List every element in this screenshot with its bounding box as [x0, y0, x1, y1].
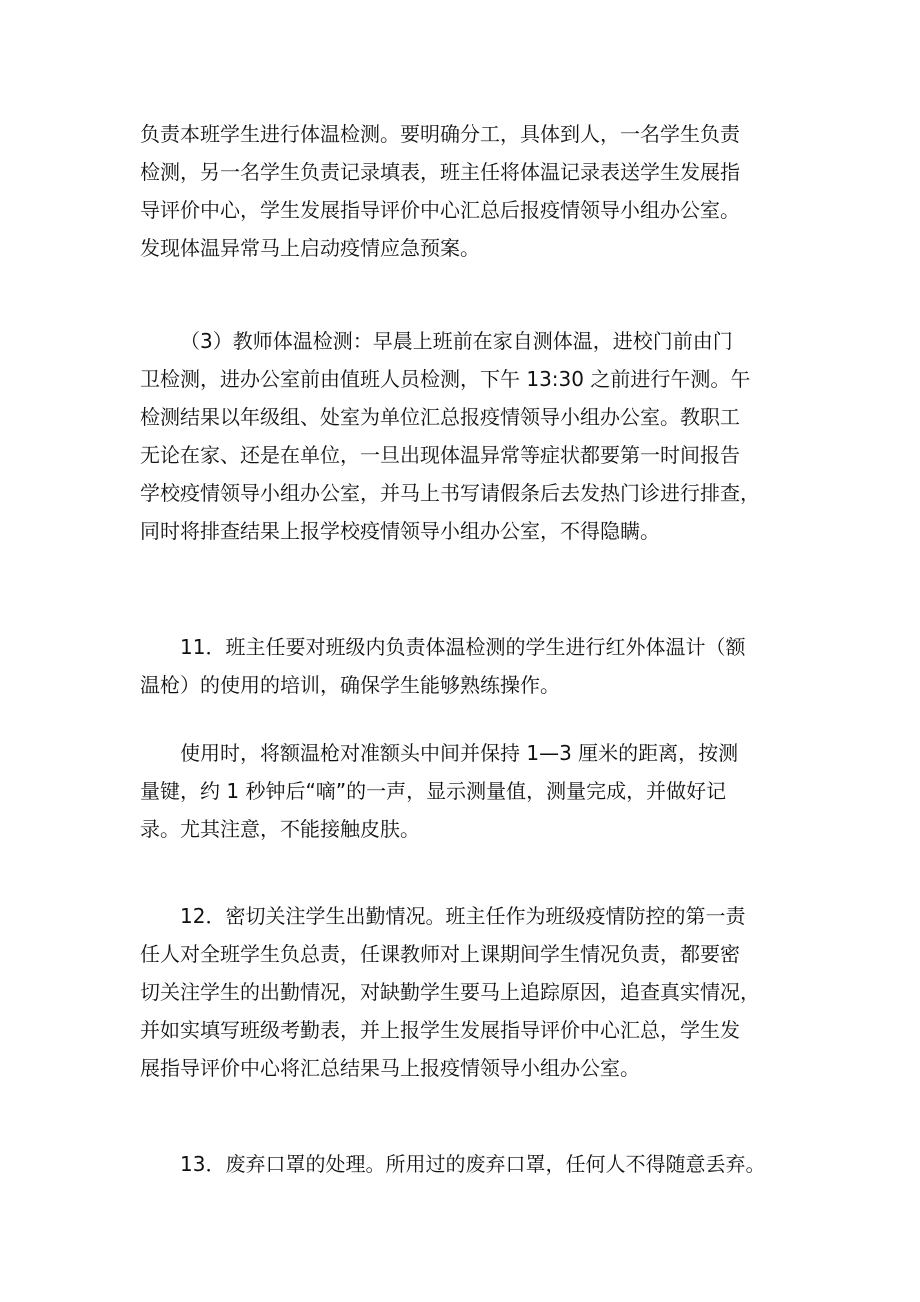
- paragraph-teacher-temperature-check: [140, 322, 790, 550]
- text-line: 学校疫情领导小组办公室，并马上书写请假条后去发热门诊进行排查，: [140, 481, 760, 505]
- text-line: 负责本班学生进行体温检测。要明确分工，具体到人，一名学生负责: [140, 122, 740, 146]
- text-line: 同时将排查结果上报学校疫情领导小组办公室，不得隐瞒。: [140, 519, 660, 543]
- text-line: 检测结果以年级组、处室为单位汇总报疫情领导小组办公室。教职工: [140, 405, 740, 429]
- text-line: 卫检测，进办公室前由值班人员检测，下午 13:30 之前进行午测。午: [140, 367, 751, 391]
- paragraph-usage-instructions: [140, 734, 790, 848]
- text-line: 导评价中心，学生发展指导评价中心汇总后报疫情领导小组办公室。: [140, 198, 740, 222]
- text-line: 并如实填写班级考勤表，并上报学生发展指导评价中心汇总，学生发: [140, 1018, 740, 1042]
- paragraph-student-temperature-check: [140, 115, 790, 267]
- text-line: （3）教师体温检测：早晨上班前在家自测体温，进校门前由门: [180, 329, 733, 353]
- text-line: 切关注学生的出勤情况，对缺勤学生要马上追踪原因，追查真实情况，: [140, 980, 760, 1004]
- text-line: 录。尤其注意，不能接触皮肤。: [140, 817, 420, 841]
- text-line: 12．密切关注学生出勤情况。班主任作为班级疫情防控的第一责: [180, 904, 746, 928]
- text-line: 11．班主任要对班级内负责体温检测的学生进行红外体温计（额: [180, 635, 746, 659]
- text-line: 使用时，将额温枪对准额头中间并保持 1—3 厘米的距离，按测: [180, 741, 739, 765]
- text-line: 检测，另一名学生负责记录填表，班主任将体温记录表送学生发展指: [140, 160, 740, 184]
- text-line: 温枪）的使用的培训，确保学生能够熟练操作。: [140, 673, 560, 697]
- text-line: 发现体温异常马上启动疫情应急预案。: [140, 236, 480, 260]
- text-line: 展指导评价中心将汇总结果马上报疫情领导小组办公室。: [140, 1056, 640, 1080]
- text-line: 量键，约 1 秒钟后“嘀”的一声，显示测量值，测量完成，并做好记: [140, 779, 727, 803]
- paragraph-item-12: [140, 897, 790, 1087]
- paragraph-item-13: [140, 1145, 790, 1183]
- paragraph-item-11: [140, 628, 790, 704]
- text-line: 任人对全班学生负总责，任课教师对上课期间学生情况负责，都要密: [140, 942, 740, 966]
- text-line: 13．废弃口罩的处理。所用过的废弃口罩，任何人不得随意丢弃。: [180, 1152, 766, 1176]
- text-line: 无论在家、还是在单位，一旦出现体温异常等症状都要第一时间报告: [140, 443, 740, 467]
